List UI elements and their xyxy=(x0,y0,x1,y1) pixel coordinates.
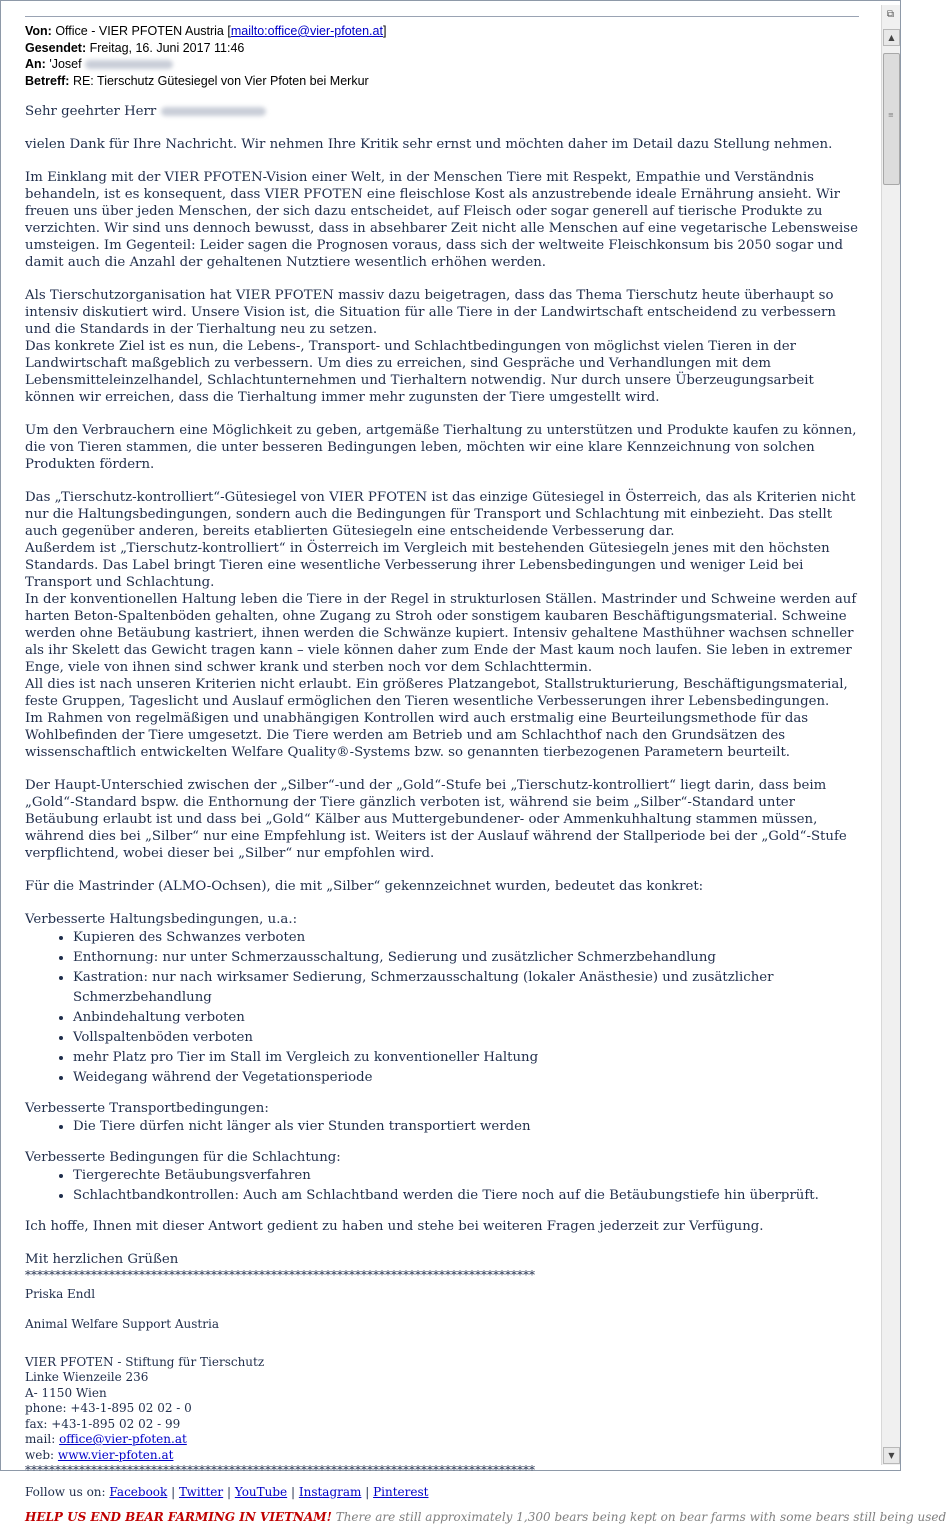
subject-value: RE: Tierschutz Gütesiegel von Vier Pfoten bei Merkur xyxy=(72,73,369,88)
signature xyxy=(25,1268,946,1526)
from-mailto-link[interactable]: mailto:office@vier-pfoten.at xyxy=(230,24,383,38)
email-content xyxy=(25,5,946,1524)
paragraph-4: Um den Verbrauchern eine Möglichkeit zu geben, artgemäße Tierhaltung zu unterstützen und Produkte kaufen zu können, die von Tieren stammen, die unter besseren Bedingungen leben, möchten wir eine klare Kennzeichnung von solchen Produkten fördern. xyxy=(25,423,857,472)
sent-line xyxy=(25,40,863,57)
schlacht-list xyxy=(25,1166,863,1206)
sig-org: VIER PFOTEN - Stiftung für Tierschutz xyxy=(25,1354,265,1369)
sig-phone: phone: +43-1-895 02 02 - 0 xyxy=(25,1401,192,1415)
haltung-title: Verbesserte Haltungsbedingungen, u.a.: xyxy=(25,912,298,927)
paragraph-3b: Das konkrete Ziel ist es nun, die Lebens-, Transport- und Schlachtbedingungen von möglichst vielen Tieren in der Landwirtschaft maßgeblich zu verbessern. Um dies zu erreichen, sind Gespräche und Verhandlungen mit dem Lebensmitteleinzelhandel, Schlachtunternehmen und Tierhaltern notwendig. Nur durch unsere Überzeugungsarbeit können wir erreichen, dass die Tierhaltung immer mehr zugunsten der Tiere umgestellt wird. xyxy=(25,339,814,405)
stars-divider-bottom: ************************************************************************************* xyxy=(25,1463,535,1477)
vertical-scrollbar[interactable] xyxy=(881,5,900,1465)
paragraph-5e: Im Rahmen von regelmäßigen und unabhängigen Kontrollen wird auch erstmalig eine Beurteilungsmethode für das Wohlbefinden der Tiere umgesetzt. Die Tiere werden am Betrieb und am Schlachthof nach den Grundsätzen des wissenschaftlich entwickelten Welfare Quality®-Systems bzw. so genannten tierbezogenen Parametern beurteilt. xyxy=(25,711,809,760)
pinterest-link[interactable]: Pinterest xyxy=(373,1484,429,1499)
list-item: • Vollspaltenböden verboten xyxy=(73,1028,863,1048)
sig-fax: fax: +43-1-895 02 02 - 99 xyxy=(25,1416,181,1431)
list-item: • Kupieren des Schwanzes verboten xyxy=(73,928,863,948)
sig-web xyxy=(25,1448,863,1464)
redacted-surname xyxy=(161,107,266,116)
list-item: • Weidegang während der Vegetationsperiode xyxy=(73,1068,863,1088)
schlacht-title: Verbesserte Bedingungen für die Schlachtung: xyxy=(25,1150,341,1165)
sig-name: Priska Endl xyxy=(25,1286,96,1301)
from-bracket: ] xyxy=(382,24,387,38)
paragraph-3 xyxy=(25,287,863,406)
twitter-link[interactable]: Twitter xyxy=(178,1484,224,1499)
transport-title: Verbesserte Transportbedingungen: xyxy=(25,1101,269,1116)
sent-value: Freitag, 16. Juni 2017 11:46 xyxy=(89,40,245,55)
email-header xyxy=(25,23,863,89)
from-value: Office - VIER PFOTEN Austria [ xyxy=(55,24,231,38)
list-item: • Schlachtbandkontrollen: Auch am Schlachtband werden die Tiere noch auf die Betäubungstiefe hin überprüft. xyxy=(73,1186,863,1206)
mail-link[interactable]: office@vier-pfoten.at xyxy=(59,1432,187,1446)
paragraph-3a: Als Tierschutzorganisation hat VIER PFOTEN massiv dazu beigetragen, dass das Thema Tierschutz heute überhaupt so intensiv diskutiert wird. Unsere Vision ist, die Situation für alle Tiere in der Landwirtschaft entscheidend zu verbessern und die Standards in der Tierhaltung neu zu setzen. xyxy=(25,288,836,337)
instagram-link[interactable]: Instagram xyxy=(298,1484,362,1499)
promo-text: There are still approximately 1,300 bears being kept on bear farms with some bears still being used xyxy=(335,1510,946,1524)
paragraph-5 xyxy=(25,489,863,761)
scroll-thumb[interactable] xyxy=(883,53,900,185)
greeting-text: Sehr geehrter Herr xyxy=(25,104,157,119)
from-line xyxy=(25,23,863,40)
sig-dept: Animal Welfare Support Austria xyxy=(25,1317,219,1331)
email-body xyxy=(25,103,863,1268)
sig-mail xyxy=(25,1432,863,1448)
closing: Ich hoffe, Ihnen mit dieser Antwort gedient zu haben und stehe bei weiteren Fragen jederzeit zur Verfügung. xyxy=(25,1219,764,1234)
list-item: • Tiergerechte Betäubungsverfahren xyxy=(73,1166,863,1186)
promo-headline: HELP US END BEAR FARMING IN VIETNAM! xyxy=(25,1510,332,1524)
to-label: An: xyxy=(25,57,46,71)
paragraph-2: Im Einklang mit der VIER PFOTEN-Vision einer Welt, in der Menschen Tiere mit Respekt, Empathie und Verständnis behandeln, ist es konsequent, dass VIER PFOTEN eine fleischlose Kost als anzustrebende ideale Ernährung ansieht. Wir freuen uns über jeden Menschen, der sich dazu entscheidet, auf Fleisch oder sogar generell auf tierische Produkte zu verzichten. Wir sind uns dennoch bewusst, dass in absehbarer Zeit nicht alle Menschen auf eine vegetarische Lebensweise umsteigen. Im Gegenteil: Leider sagen die Prognosen voraus, dass sich der weltweite Fleischkonsum bis 2050 sogar und damit auch die Anzahl der gehaltenen Nutztiere wesentlich erhöhen werden. xyxy=(25,170,858,270)
list-item: • Die Tiere dürfen nicht länger als vier Stunden transportiert werden xyxy=(73,1117,863,1137)
paragraph-7: Für die Mastrinder (ALMO-Ochsen), die mit „Silber“ gekennzeichnet wurden, bedeutet das konkret: xyxy=(25,879,704,894)
mail-label: mail: xyxy=(25,1432,60,1446)
grip-icon: ≡ xyxy=(888,111,894,119)
sent-label: Gesendet: xyxy=(25,40,87,55)
web-link[interactable]: www.vier-pfoten.at xyxy=(57,1447,174,1462)
stars-divider-top: ************************************************************************************* xyxy=(25,1268,535,1282)
follow-label: Follow us on: xyxy=(25,1484,110,1499)
scroll-up-button[interactable]: ▲ xyxy=(883,29,900,46)
subject-label: Betreff: xyxy=(25,73,70,88)
redacted-name xyxy=(85,60,173,69)
list-item: • Kastration: nur nach wirksamer Sedierung, Schmerzausschaltung (lokaler Anästhesie) und zusätzlicher Schmerzbehandlung xyxy=(73,968,863,1008)
paragraph-1: vielen Dank für Ihre Nachricht. Wir nehmen Ihre Kritik sehr ernst und möchten daher im Detail dazu Stellung nehmen. xyxy=(25,137,833,152)
paragraph-6: Der Haupt-Unterschied zwischen der „Silber“-und der „Gold“-Stufe bei „Tierschutz-kontrolliert“ liegt darin, dass beim „Gold“-Standard bspw. die Enthornung der Tiere gänzlich verboten ist, während sie beim „Silber“-Standard unter Betäubung erlaubt ist und dass bei „Gold“ Kälber aus Muttergebundener- oder Ammenkuhhaltung stammen müssen, während dies bei „Silber“ nur eine Empfehlung ist. Weiters ist der Auslauf während der Stallperiode bei der „Gold“-Stufe verpflichtend, wobei dieser bei „Silber“ nur empfohlen wird. xyxy=(25,778,847,861)
paragraph-5c: In der konventionellen Haltung leben die Tiere in der Regel in strukturlosen Ställen. Mastrinder und Schweine werden auf harten Beton-Spaltenböden gehalten, ohne Zugang zu Stroh oder sonstigem kaubaren Beschäftigungsmaterial. Schweine werden ohne Betäubung kastriert, ihnen werden die Schwänze kupiert. Intensiv gehaltene Masthühner wachsen schneller als ihr Skelett das Gewicht tragen kann – viele können daher zum Ende der Mast kaum noch laufen. Sie leben in extremer Enge, viele von ihnen sind schwer krank und sterben noch vor dem Schlachttermin. xyxy=(25,592,857,675)
regards: Mit herzlichen Grüßen xyxy=(25,1252,179,1267)
greeting xyxy=(25,103,863,120)
sig-street: Linke Wienzeile 236 xyxy=(25,1370,149,1384)
youtube-link[interactable]: YouTube xyxy=(234,1484,288,1499)
to-line xyxy=(25,56,863,73)
list-item: • mehr Platz pro Tier im Stall im Vergleich zu konventioneller Haltung xyxy=(73,1048,863,1068)
subject-line xyxy=(25,73,863,90)
haltung-list xyxy=(25,928,863,1088)
sig-promo xyxy=(25,1510,946,1526)
transport-list xyxy=(25,1117,863,1137)
list-item: • Enthornung: nur unter Schmerzausschaltung, Sedierung und zusätzlicher Schmerzbehandlung xyxy=(73,948,863,968)
paragraph-5b: Außerdem ist „Tierschutz-kontrolliert“ in Österreich im Vergleich mit bestehenden Gütesiegeln jenes mit den höchsten Standards. Das Label bringt Tieren eine wesentliche Verbesserung ihrer Lebensbedingungen und weniger Leid bei Transport und Schlachtung. xyxy=(25,541,830,590)
list-item: • Anbindehaltung verboten xyxy=(73,1008,863,1028)
paragraph-5d: All dies ist nach unseren Kriterien nicht erlaubt. Ein größeres Platzangebot, Stallstrukturierung, Beschäftigungsmaterial, feste Gruppen, Tageslicht und Auslauf ermöglichen den Tieren wesentliche Verbesserungen ihrer Lebensbedingungen. xyxy=(25,677,848,709)
facebook-link[interactable]: Facebook xyxy=(109,1484,168,1499)
split-icon[interactable]: ⧉ xyxy=(886,9,895,20)
sig-city: A- 1150 Wien xyxy=(25,1385,107,1400)
to-value: 'Josef xyxy=(49,57,82,71)
scroll-down-button[interactable]: ▼ xyxy=(883,1447,900,1464)
web-label: web: xyxy=(25,1447,58,1462)
from-label: Von: xyxy=(25,24,52,38)
paragraph-5a: Das „Tierschutz-kontrolliert“-Gütesiegel von VIER PFOTEN ist das einzige Gütesiegel in Österreich, das als Kriterien nicht nur die Haltungsbedingungen, sondern auch die Bedingungen für Transport und Schlachtung mit einbezieht. Das stellt auch gegenüber anderen, bereits etablierten Gütesiegeln eine entscheidende Verbesserung dar. xyxy=(25,490,856,539)
sig-follow: Follow us on: Facebook | Twitter | YouTube | Instagram | Pinterest xyxy=(25,1484,429,1499)
